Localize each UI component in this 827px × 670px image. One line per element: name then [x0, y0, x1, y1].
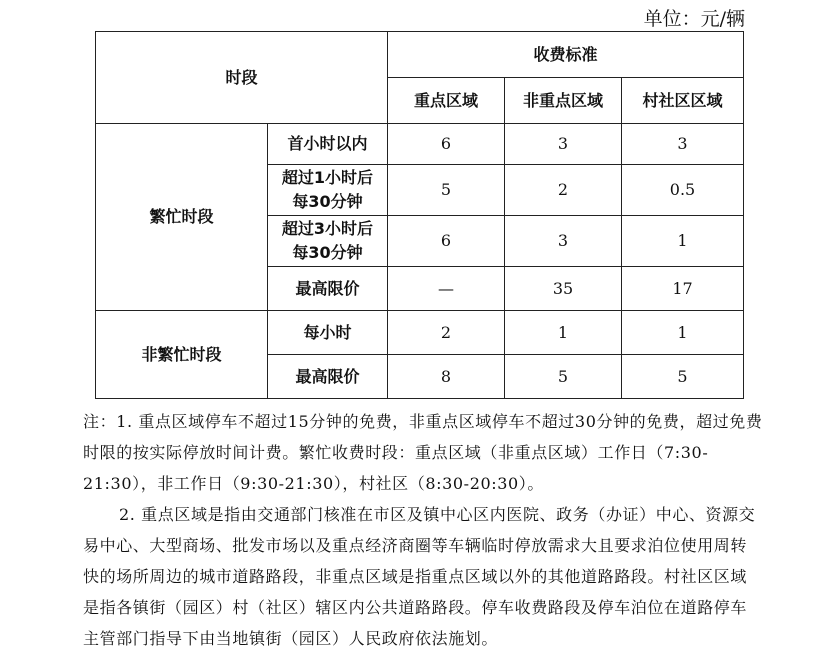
fee-cell: 2 — [505, 165, 622, 216]
zone-header-nonkey: 非重点区域 — [505, 78, 622, 124]
fee-cell: 3 — [505, 124, 622, 165]
row-label: 最高限价 — [268, 267, 388, 311]
row-label-line1: 超过1小时后 — [281, 168, 374, 187]
unit-label: 单位：元/辆 — [643, 8, 745, 30]
period-header: 时段 — [96, 32, 388, 124]
fee-cell: 1 — [505, 311, 622, 355]
row-label: 每小时 — [268, 311, 388, 355]
note-2: 2. 重点区域是指由交通部门核准在市区及镇中心区内医院、政务（办证）中心、资源交易中心、大型商场、批发市场以及重点经济商圈等车辆临时停放需求大且要求泊位使用周转快的场所周边的城市道路路段，非重点区域是指重点区域以外的其他道路路段。村社区区域是指各镇街（园区）村（社区）辖区内公共道路路段。停车收费路段及停车泊位在道路停车主管部门指导下由当地镇街（园区）人民政府依法施划。 — [83, 505, 756, 648]
row-label-line1: 超过3小时后 — [281, 219, 374, 238]
zone-header-key: 重点区域 — [388, 78, 505, 124]
row-label — [268, 165, 388, 216]
nonbusy-period-label: 非繁忙时段 — [96, 311, 268, 399]
fee-cell: 2 — [388, 311, 505, 355]
fee-cell: 35 — [505, 267, 622, 311]
fee-cell: — — [388, 267, 505, 311]
fee-cell: 5 — [505, 355, 622, 399]
row-label: 首小时以内 — [268, 124, 388, 165]
row-label-line2: 每30分钟 — [292, 192, 363, 211]
fee-cell: 3 — [505, 216, 622, 267]
fee-cell: 6 — [388, 216, 505, 267]
fee-cell: 5 — [622, 355, 744, 399]
zone-header-village: 村社区区域 — [622, 78, 744, 124]
parking-fee-table — [95, 31, 744, 399]
notes — [83, 406, 763, 654]
table-row — [96, 124, 744, 165]
note-1: 注：1. 重点区域停车不超过15分钟的免费，非重点区域停车不超过30分钟的免费，超过免费时限的按实际停放时间计费。繁忙收费时段：重点区域（非重点区域）工作日（7:30-21:30），非工作日（9:30-21:30），村社区（8:30-20:30）。 — [83, 412, 763, 493]
row-label — [268, 216, 388, 267]
fee-standard-header: 收费标准 — [388, 32, 744, 78]
busy-period-label: 繁忙时段 — [96, 124, 268, 311]
row-label-line2: 每30分钟 — [292, 243, 363, 262]
fee-cell: 1 — [622, 216, 744, 267]
fee-cell: 17 — [622, 267, 744, 311]
table-row — [96, 311, 744, 355]
fee-cell: 6 — [388, 124, 505, 165]
fee-cell: 5 — [388, 165, 505, 216]
fee-cell: 3 — [622, 124, 744, 165]
fee-cell: 8 — [388, 355, 505, 399]
fee-cell: 1 — [622, 311, 744, 355]
fee-cell: 0.5 — [622, 165, 744, 216]
row-label: 最高限价 — [268, 355, 388, 399]
